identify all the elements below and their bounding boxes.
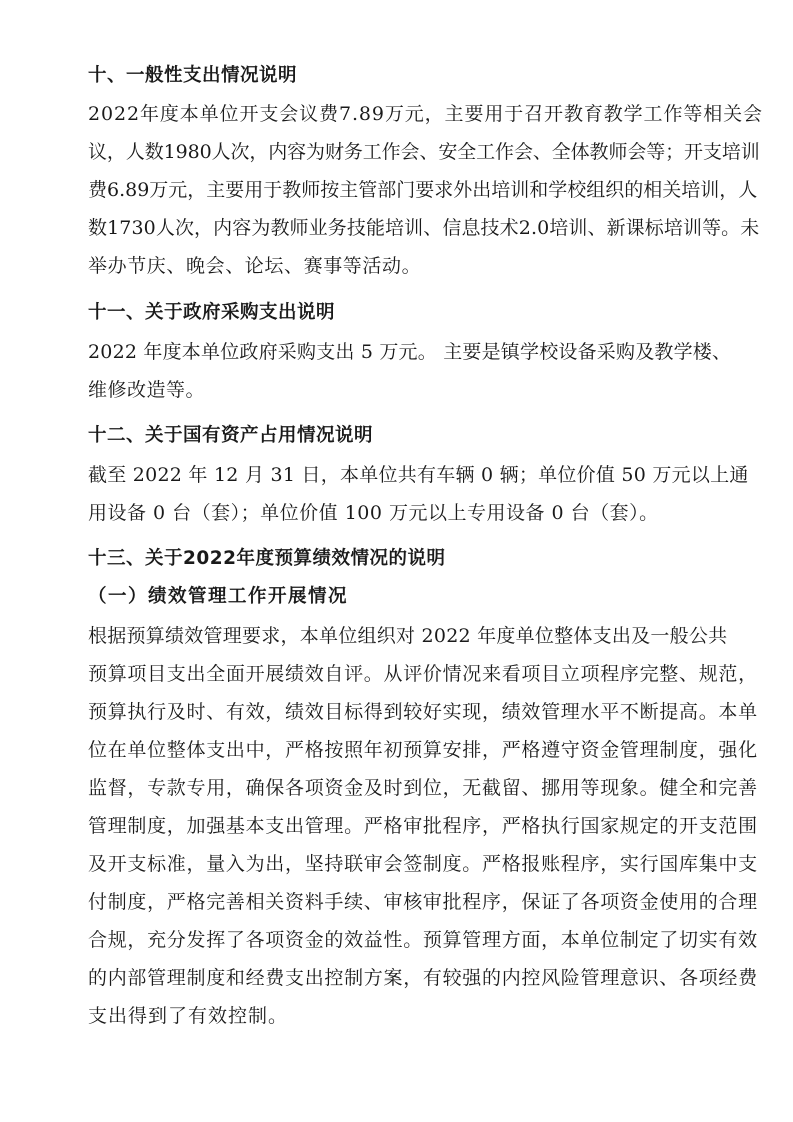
section-13-subheading: （一）绩效管理工作开展情况 (88, 586, 349, 607)
section-10-line-3: 费6.89万元，主要用于教师按主管部门要求外出培训和学校组织的相关培训，人 (88, 179, 758, 201)
section-13-line-8: 付制度，严格完善相关资料手续、审核审批程序，保证了各项资金使用的合理 (88, 891, 758, 913)
section-10-line-4: 数1730人次，内容为教师业务技能培训、信息技术2.0培训、新课标培训等。未 (88, 217, 760, 239)
section-13-line-11: 支出得到了有效控制。 (88, 1005, 289, 1027)
section-13-line-5: 监督，专款专用，确保各项资金及时到位，无截留、挪用等现象。健全和完善 (88, 777, 758, 799)
section-11-line-1: 2022 年度本单位政府采购支出 5 万元。 主要是镇学校设备采购及教学楼、 (88, 341, 732, 363)
section-10-line-2: 议，人数1980人次，内容为财务工作会、安全工作会、全体教师会等；开支培训 (88, 141, 760, 163)
section-13-line-9: 合规，充分发挥了各项资金的效益性。预算管理方面，本单位制定了切实有效 (88, 929, 758, 951)
section-13-line-4: 位在单位整体支出中，严格按照年初预算安排，严格遵守资金管理制度，强化 (88, 739, 758, 761)
section-13-line-6: 管理制度，加强基本支出管理。严格审批程序，严格执行国家规定的开支范围 (88, 815, 758, 837)
section-11-line-2: 维修改造等。 (88, 379, 206, 401)
section-10-line-1: 2022年度本单位开支会议费7.89万元，主要用于召开教育教学工作等相关会 (88, 103, 763, 125)
section-13-line-7: 及开支标准，量入为出，坚持联审会签制度。严格报账程序，实行国库集中支 (88, 853, 758, 875)
section-13-line-2: 预算项目支出全面开展绩效自评。从评价情况来看项目立项程序完整、规范， (88, 663, 758, 685)
section-10-heading: 十、一般性支出情况说明 (88, 65, 298, 86)
section-13-line-1: 根据预算绩效管理要求，本单位组织对 2022 年度单位整体支出及一般公共 (88, 625, 728, 647)
section-13-line-10: 的内部管理制度和经费支出控制方案，有较强的内控风险管理意识、各项经费 (88, 967, 758, 989)
section-10-line-5: 举办节庆、晚会、论坛、赛事等活动。 (88, 255, 422, 277)
section-13-heading: 十三、关于2022年度预算绩效情况的说明 (88, 548, 446, 569)
section-12-heading: 十二、关于国有资产占用情况说明 (88, 425, 374, 446)
section-12-line-2: 用设备 0 台（套）；单位价值 100 万元以上专用设备 0 台（套）。 (88, 502, 659, 524)
section-13-line-3: 预算执行及时、有效，绩效目标得到较好实现，绩效管理水平不断提高。本单 (88, 701, 758, 723)
section-12-line-1: 截至 2022 年 12 月 31 日，本单位共有车辆 0 辆；单位价值 50 万元以上通 (88, 464, 749, 486)
section-11-heading: 十一、关于政府采购支出说明 (88, 302, 336, 323)
